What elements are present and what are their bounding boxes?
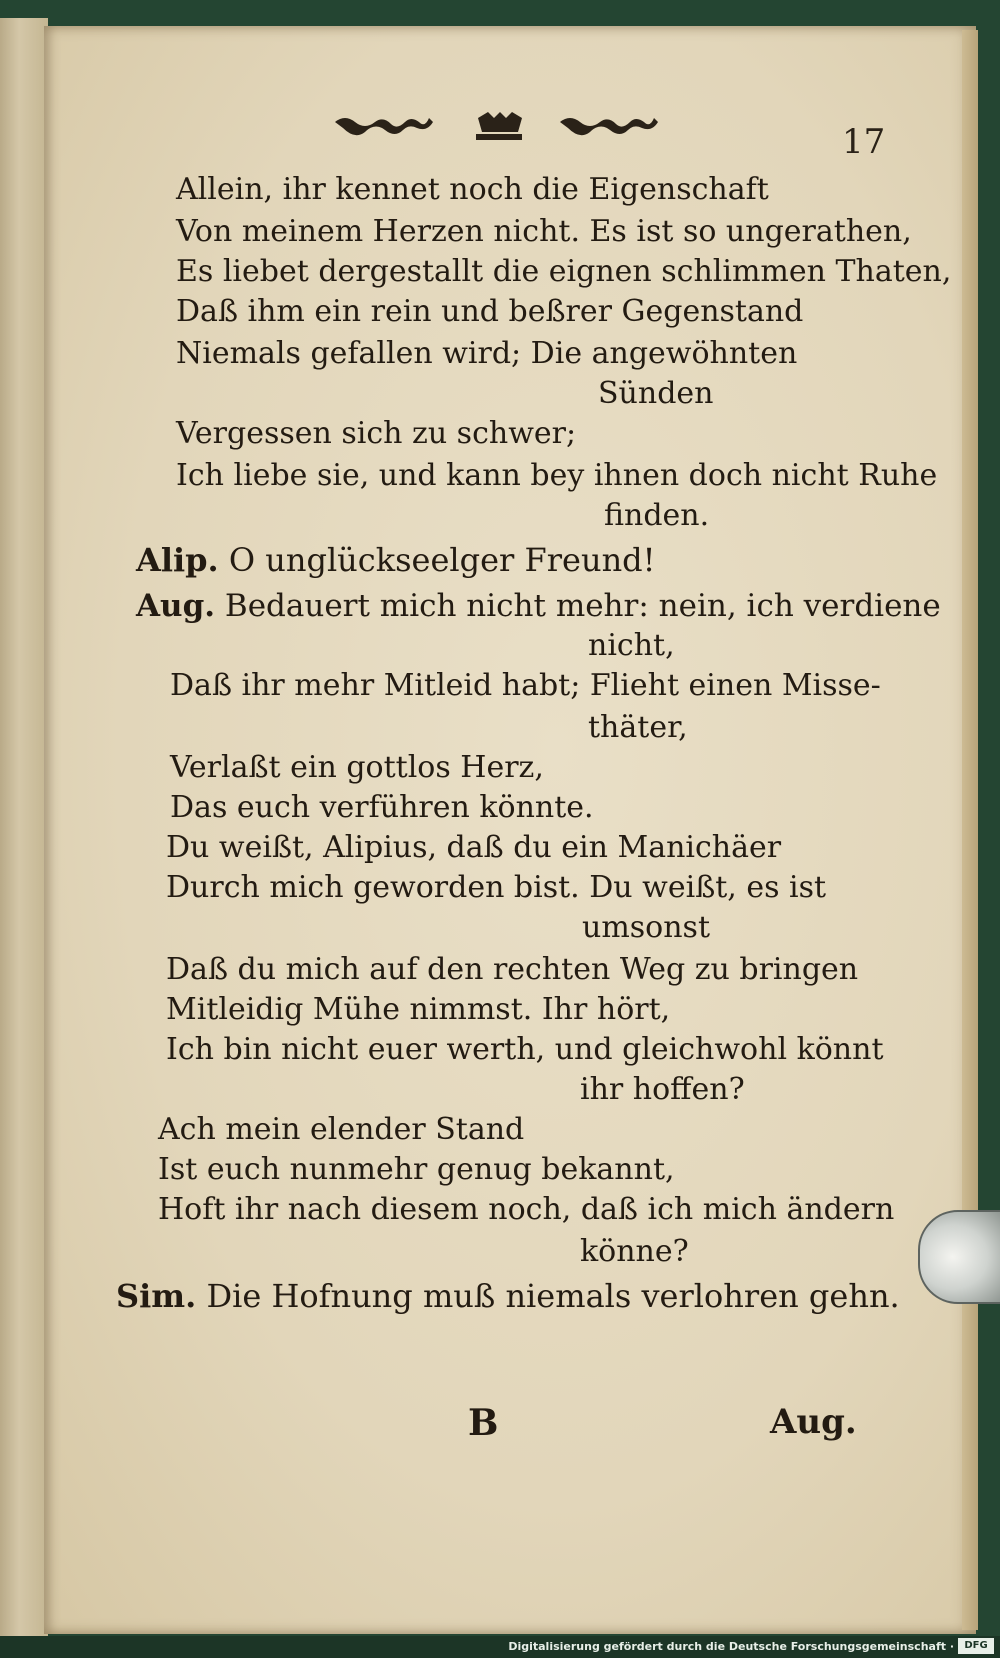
text-line (582, 908, 710, 948)
speaker-name: Sim. (116, 1277, 197, 1315)
line-text: Sünden (598, 376, 714, 411)
line-text: Niemals gefallen wird; Die angewöhnten (176, 336, 798, 371)
text-line (176, 212, 912, 252)
signature-mark: B (468, 1402, 499, 1444)
text-line (136, 540, 656, 580)
line-text: Es liebet dergestallt die eignen schlimmen Thaten, (176, 254, 952, 289)
text-line (598, 374, 713, 414)
line-text: thäter, (588, 710, 688, 745)
line-text: könne? (580, 1234, 689, 1269)
text-line (166, 990, 670, 1030)
text-line (136, 586, 941, 626)
text-line (580, 1232, 689, 1272)
line-text: Daß du mich auf den rechten Weg zu bringen (166, 952, 859, 987)
line-text: Ich liebe sie, und kann bey ihnen doch nicht Ruhe (176, 458, 938, 493)
text-line (170, 788, 594, 828)
text-line (588, 626, 675, 666)
page-number: 17 (842, 122, 886, 162)
text-line (170, 748, 544, 788)
text-line (176, 414, 576, 454)
dfg-logo: DFG (958, 1638, 994, 1654)
line-text: umsonst (582, 910, 710, 945)
text-line (116, 1276, 900, 1316)
text-line (176, 292, 803, 332)
catchword: Aug. (770, 1402, 857, 1442)
text-line (176, 252, 951, 292)
text-line (170, 666, 881, 706)
line-text: Allein, ihr kennet noch die Eigenschaft (176, 172, 769, 207)
line-text: Daß ihm ein rein und beßrer Gegenstand (176, 294, 804, 329)
speaker-name: Aug. (136, 588, 216, 624)
digitization-credit: Digitalisierung gefördert durch die Deutsche Forschungsgemeinschaft · (508, 1640, 954, 1653)
line-text: nicht, (588, 628, 675, 663)
text-line (158, 1110, 524, 1150)
text-line (580, 1070, 745, 1110)
text-line (158, 1150, 675, 1190)
line-text: Bedauert mich nicht mehr: nein, ich verdiene (215, 588, 941, 624)
text-line (166, 950, 858, 990)
line-text: Daß ihr mehr Mitleid habt; Flieht einen Misse- (170, 668, 881, 703)
line-text: Vergessen sich zu schwer; (176, 416, 577, 451)
text-line (588, 708, 688, 748)
line-text: Du weißt, Alipius, daß du ein Manichäer (166, 830, 782, 865)
text-line (166, 868, 826, 908)
line-text: Hoft ihr nach diesem noch, daß ich mich ändern (158, 1192, 895, 1227)
text-line (176, 456, 937, 496)
text-line (158, 1190, 894, 1230)
line-text: Ich bin nicht euer werth, und gleichwohl könnt (166, 1032, 884, 1067)
line-text: Ist euch nunmehr genug bekannt, (158, 1152, 675, 1187)
text-line (176, 170, 769, 210)
line-text: ihr hoffen? (580, 1072, 745, 1107)
speaker-name: Alip. (136, 541, 219, 579)
text-line (166, 1030, 884, 1070)
line-text: Durch mich geworden bist. Du weißt, es ist (166, 870, 827, 905)
line-text: Von meinem Herzen nicht. Es ist so ungerathen, (176, 214, 912, 249)
line-text: Ach mein elender Stand (158, 1112, 525, 1147)
line-text: finden. (604, 498, 710, 533)
line-text: Das euch verführen könnte. (170, 790, 594, 825)
text-line (166, 828, 781, 868)
line-text: O unglückseelger Freund! (218, 541, 656, 579)
line-text: Mitleidig Mühe nimmst. Ihr hört, (166, 992, 671, 1027)
page-clip (918, 1210, 1000, 1304)
text-line (176, 334, 797, 374)
text-line (604, 496, 709, 536)
line-text: Die Hofnung muß niemals verlohren gehn. (196, 1277, 900, 1315)
line-text: Verlaßt ein gottlos Herz, (170, 750, 544, 785)
